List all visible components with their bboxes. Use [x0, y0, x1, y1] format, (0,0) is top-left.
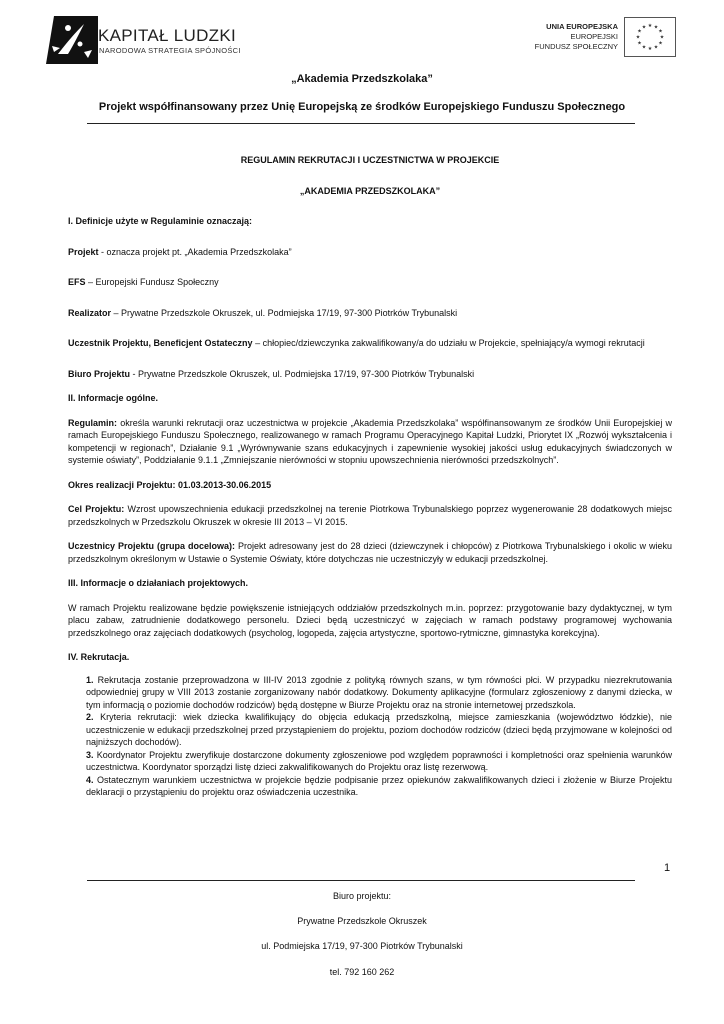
header-divider: [87, 123, 635, 124]
svg-text:★: ★: [637, 40, 642, 47]
section-3-text: W ramach Projektu realizowane będzie powiększenie istniejących oddziałów przedszkolnych m.in. poprzez: przygotowanie bazy dydaktycznej, w tym placu zabaw, zatrudnienie dodatkowego personelu. Dzieci będą uczestniczyć w zajęciach w ramach podstawy programowej wychowania przedszkolnego oraz zajęciach dodatkowych (psycholog, logopeda, zajęcia artystyczne, sportowo-rytmiczne, gimnastyka korekcyjna).: [68, 602, 672, 638]
project-name: „Akademia Przedszkolaka”: [291, 73, 433, 85]
definition-term: Uczestnik Projektu, Beneficjent Ostateczny: [68, 338, 253, 348]
svg-text:★: ★: [653, 24, 659, 31]
footer-line3: ul. Podmiejska 17/19, 97-300 Piotrków Trybunalski: [261, 941, 463, 951]
list-item: [86, 711, 672, 749]
list-item-number: 4.: [86, 774, 94, 785]
footer-line4: tel. 792 160 262: [329, 967, 395, 977]
svg-text:★: ★: [635, 34, 641, 41]
definition-text: – chłopiec/dziewczynka zakwalifikowany/a do udziału w Projekcie, spełniający/a wymogi rekrutacji: [252, 338, 645, 348]
list-item-number: 1.: [86, 674, 94, 685]
cel-projektu: [68, 503, 672, 528]
project-cofinance-note: Projekt współfinansowany przez Unię Europejską ze środków Europejskiego Funduszu Społecznego: [98, 101, 626, 113]
rekrutacja-list: [68, 674, 672, 799]
cel-term: Cel Projektu:: [68, 504, 125, 514]
document-body: [68, 154, 672, 799]
definition-term: Realizator: [68, 307, 112, 318]
eu-label: [535, 22, 618, 52]
svg-text:★: ★: [659, 34, 665, 41]
list-item-text: Koordynator Projektu zweryfikuje dostarczone dokumenty zgłoszeniowe pod względem poprawności i kompletności oraz spełnienia warunków uczestnictwa. Koordynator sporządzi listę dzieci zakwalifikowanych do Projektu oraz listę rezerwową.: [86, 749, 672, 772]
cel-text: Wzrost upowszechnienia edukacji przedszkolnej na terenie Piotrkowa Trybunalskiego poprzez wygenerowanie 28 dodatkowych miejsc przedszkolnych w Przedszkolu Okruszek w okresie III 2013 – VI 2015.: [68, 504, 673, 527]
regulamin-term: Regulamin:: [68, 417, 118, 428]
svg-text:★: ★: [658, 28, 663, 35]
regulamin-text: określa warunki rekrutacji oraz uczestnictwa w projekcie „Akademia Przedszkolaka” współfinansowanym ze środków Unii Europejskiej w ramach Europejskiego Funduszu Społecznego, realizowanego w ramach Programu Operacyjnego Kapitał Ludzki, Priorytet IX „Rozwój wykształcenia i kompetencji w regionach”, Działanie 9.1 „Wyrównywanie szans edukacyjnych i zapewnienie wysokiej jakości usług edukacyjnych świadczonych w systemie oświaty”, Poddziałanie 9.1.1 „Zmniejszanie nierówności w stopniu upowszechnienia nierówności przedszkolnych”.: [68, 417, 672, 465]
footer-line2: Prywatne Przedszkole Okruszek: [297, 916, 427, 926]
list-item-text: Ostatecznym warunkiem uczestnictwa w projekcie będzie podpisanie przez opiekunów zakwalifikowanych dzieci i złożenie w Biurze Projektu deklaracji o przystąpieniu do projektu oraz oświadczenia uczestnika.: [86, 774, 672, 797]
eu-flag-icon: [624, 17, 676, 57]
definition-text: – Prywatne Przedszkole Okruszek, ul. Podmiejska 17/19, 97-300 Piotrków Trybunalski: [111, 307, 458, 318]
eu-line1: UNIA EUROPEJSKA: [546, 22, 618, 31]
definition-term: Projekt: [68, 246, 99, 257]
page-number: 1: [664, 862, 671, 874]
definition-realizator: [68, 307, 672, 320]
svg-text:★: ★: [647, 23, 653, 29]
okres-realizacji: Okres realizacji Projektu: 01.03.2013-30.06.2015: [68, 479, 272, 490]
svg-text:★: ★: [647, 46, 653, 52]
regulamin-paragraph: [68, 417, 672, 467]
uczestnicy-term: Uczestnicy Projektu (grupa docelowa):: [68, 541, 235, 551]
uczestnicy-projektu: [68, 540, 672, 565]
list-item-text: Kryteria rekrutacji: wiek dziecka kwalifikujący do objęcia edukacją przedszkolną, miejsce zamieszkania (województwo łódzkie), nie uczestniczenie w edukacji przedszkolnej przed przystąpieniem do projektu, poziom dochodów rodziców (dzieci będą przyjmowane w kolejności od najniższych dochodów).: [86, 712, 672, 747]
section-1-heading: I. Definicje użyte w Regulaminie oznaczają:: [68, 216, 253, 226]
list-item-text: Rekrutacja zostanie przeprowadzona w III-IV 2013 zgodnie z polityką równych szans, w tym równości płci. W przypadku niezrekrutowania odpowiedniej grupy w VIII 2013 zostanie zorganizowany nabór dodatkowy. Dokumenty aplikacyjne (formularz zgłoszeniowy z danymi dziecka, w tym informacją o poziomie dochodów rodziców) będą dostępne w Biurze Projektu oraz na stronie internetowej przedszkola.: [86, 674, 672, 710]
list-item-number: 3.: [86, 749, 94, 760]
section-4-heading: IV. Rekrutacja.: [68, 652, 130, 662]
svg-text:★: ★: [637, 28, 642, 35]
footer-divider: [87, 880, 635, 881]
kapital-ludzki-title: KAPITAŁ LUDZKI: [98, 26, 237, 45]
doc-title: REGULAMIN REKRUTACJI I UCZESTNICTWA W PROJEKCIE: [240, 155, 500, 165]
svg-text:★: ★: [653, 44, 659, 51]
definition-text: – Europejski Fundusz Społeczny: [85, 277, 219, 287]
section-3-heading: III. Informacje o działaniach projektowych.: [68, 578, 249, 588]
kapital-ludzki-subtitle: NARODOWA STRATEGIA SPÓJNOŚCI: [99, 46, 241, 55]
definition-text: - Prywatne Przedszkole Okruszek, ul. Podmiejska 17/19, 97-300 Piotrków Trybunalski: [130, 368, 475, 379]
svg-text:★: ★: [641, 44, 647, 51]
definition-projekt: [68, 246, 672, 259]
svg-text:★: ★: [641, 24, 647, 31]
kapital-ludzki-logo-icon: [44, 14, 100, 66]
uczestnicy-text: Projekt adresowany jest do 28 dzieci (dziewczynek i chłopców) z Piotrkowa Trybunalskiego i okolic w wieku przedszkolnym określonym w Ustawie o Systemie Oświaty, które dotychczas nie uczestniczyły w edukacji przedszkolnej.: [68, 541, 672, 564]
definition-term: EFS: [68, 277, 86, 287]
definition-text: - oznacza projekt pt. „Akademia Przedszkolaka”: [98, 246, 292, 257]
list-item-number: 2.: [86, 712, 94, 722]
definition-uczestnik: [68, 337, 672, 350]
doc-subtitle: „AKADEMIA PRZEDSZKOLAKA”: [299, 185, 441, 196]
svg-text:★: ★: [658, 40, 663, 47]
list-item: [86, 749, 672, 774]
definition-efs: [68, 276, 672, 289]
footer-line1: Biuro projektu:: [332, 891, 392, 901]
eu-line2: EUROPEJSKI: [570, 32, 618, 41]
section-2-heading: II. Informacje ogólne.: [68, 393, 159, 403]
list-item: [86, 674, 672, 712]
definition-biuro: [68, 368, 672, 381]
definition-term: Biuro Projektu: [68, 368, 131, 379]
eu-line3: FUNDUSZ SPOŁECZNY: [534, 42, 618, 51]
list-item: [86, 774, 672, 799]
